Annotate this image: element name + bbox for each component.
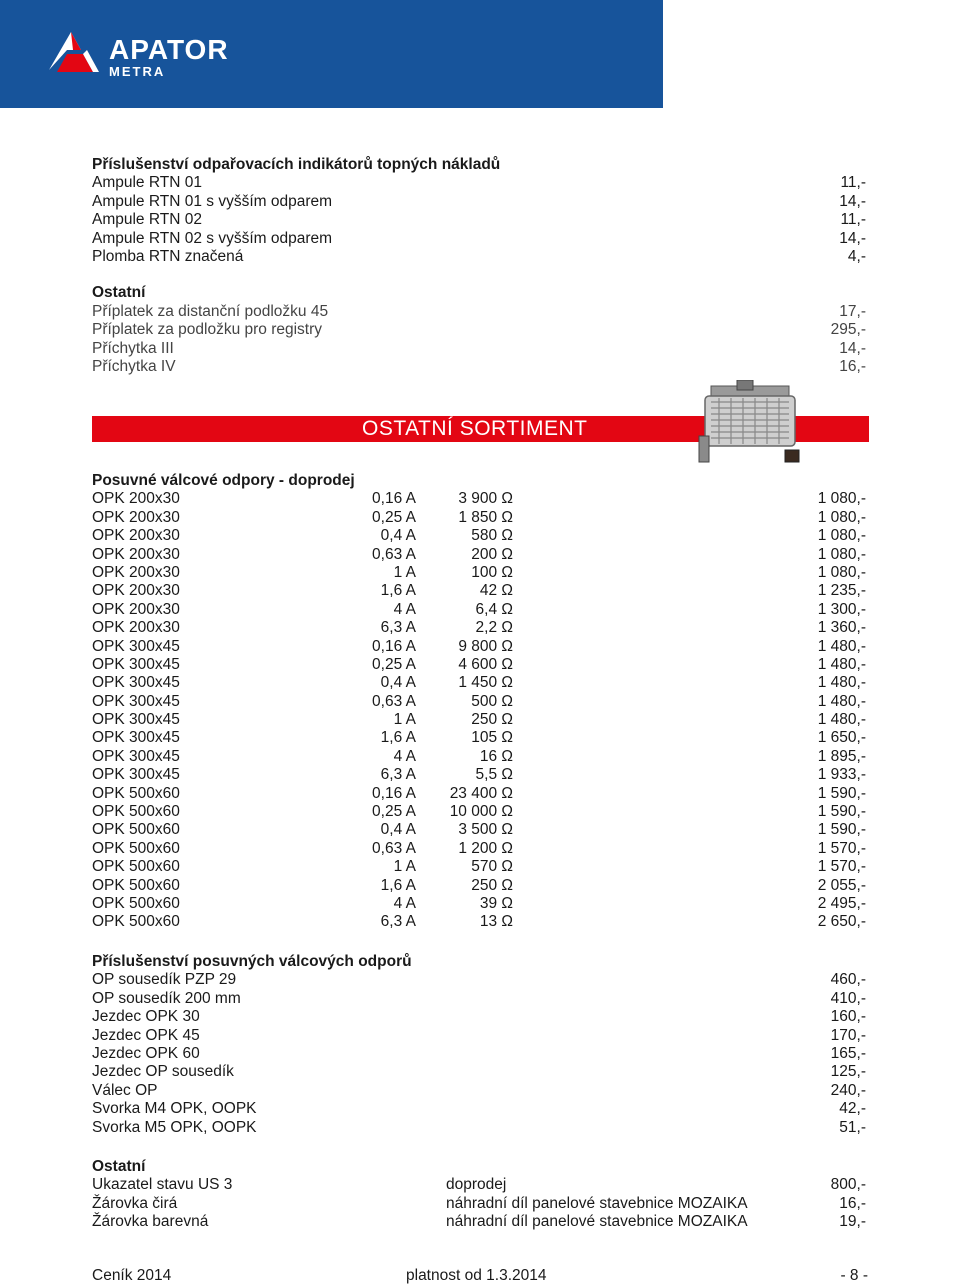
item-desc: doprodej — [446, 1176, 507, 1194]
cell-price: 1 300,- — [817, 600, 866, 618]
cell-resistance: 3 900 Ω — [458, 490, 513, 508]
item-name: Žárovka barevná — [92, 1213, 209, 1231]
item-desc: náhradní díl panelové stavebnice MOZAIKA — [446, 1194, 748, 1212]
item-price: 19,- — [839, 1213, 866, 1231]
section-title: Příslušenství odpařovacích indikátorů topných nákladů — [92, 156, 501, 173]
cell-model: OPK 300x45 — [92, 655, 180, 673]
cell-price: 1 480,- — [817, 655, 866, 673]
cell-price: 1 080,- — [817, 490, 866, 508]
cell-current: 4 A — [393, 600, 416, 618]
item-desc: náhradní díl panelové stavebnice MOZAIKA — [446, 1213, 748, 1231]
page-number: - 8 - — [840, 1267, 868, 1284]
item-name: Svorka M5 OPK, OOPK — [92, 1118, 257, 1136]
list-item — [92, 971, 866, 989]
item-name: Ampule RTN 02 — [92, 211, 202, 229]
table-row — [92, 619, 866, 637]
item-price: 170,- — [830, 1026, 866, 1044]
table-row — [92, 895, 866, 913]
cell-resistance: 10 000 Ω — [449, 803, 513, 821]
cell-resistance: 1 200 Ω — [458, 839, 513, 857]
section-title: Posuvné válcové odpory - doprodej — [92, 472, 355, 489]
cell-price: 2 055,- — [817, 876, 866, 894]
section-resistors — [92, 472, 866, 932]
item-price: 11,- — [840, 211, 866, 229]
item-name: Příchytka III — [92, 339, 174, 357]
cell-price: 1 650,- — [817, 729, 866, 747]
cell-current: 0,16 A — [372, 784, 416, 802]
item-price: 160,- — [830, 1008, 866, 1026]
footer-catalog: Ceník 2014 — [92, 1267, 172, 1284]
cell-resistance: 39 Ω — [479, 894, 513, 912]
cell-current: 1 A — [393, 858, 416, 876]
cell-current: 1 A — [393, 563, 416, 581]
table-row — [92, 509, 866, 527]
item-name: Jezdec OPK 30 — [92, 1008, 200, 1026]
cell-price: 1 360,- — [817, 619, 866, 637]
list-item — [92, 1119, 866, 1137]
cell-model: OPK 500x60 — [92, 821, 180, 839]
cell-resistance: 6,4 Ω — [475, 600, 513, 618]
item-price: 14,- — [839, 339, 866, 357]
cell-price: 2 495,- — [817, 894, 866, 912]
item-name: OP sousedík 200 mm — [92, 989, 241, 1007]
cell-resistance: 100 Ω — [471, 563, 513, 581]
list-item — [92, 303, 866, 321]
cell-model: OPK 200x30 — [92, 563, 180, 581]
table-row — [92, 490, 866, 508]
main-content — [92, 156, 866, 394]
cell-current: 0,63 A — [372, 839, 416, 857]
list-item — [92, 1063, 866, 1081]
table-row — [92, 711, 866, 729]
cell-current: 1,6 A — [380, 582, 416, 600]
cell-model: OPK 300x45 — [92, 711, 180, 729]
item-price: 42,- — [839, 1100, 866, 1118]
cell-current: 1,6 A — [380, 729, 416, 747]
list-item — [92, 1045, 866, 1063]
section-other-2 — [92, 1158, 866, 1232]
list-item — [92, 230, 866, 248]
table-row — [92, 674, 866, 692]
item-name: Ukazatel stavu US 3 — [92, 1176, 233, 1194]
item-price: 51,- — [839, 1118, 866, 1136]
logo-mark-icon — [43, 28, 101, 76]
cell-model: OPK 500x60 — [92, 839, 180, 857]
cell-price: 1 080,- — [817, 527, 866, 545]
table-row — [92, 803, 866, 821]
cell-model: OPK 500x60 — [92, 876, 180, 894]
section-title: Ostatní — [92, 1158, 146, 1175]
item-price: 16,- — [839, 357, 866, 375]
cell-price: 1 080,- — [817, 545, 866, 563]
cell-current: 0,25 A — [372, 803, 416, 821]
cell-price: 1 080,- — [817, 563, 866, 581]
cell-resistance: 2,2 Ω — [475, 619, 513, 637]
cell-resistance: 23 400 Ω — [449, 784, 513, 802]
cell-price: 1 480,- — [817, 711, 866, 729]
cell-current: 0,25 A — [372, 508, 416, 526]
item-name: Válec OP — [92, 1081, 158, 1099]
banner-title: OSTATNÍ SORTIMENT — [362, 417, 588, 440]
list-item — [92, 1213, 866, 1231]
footer-validity: platnost od 1.3.2014 — [406, 1267, 547, 1284]
table-row — [92, 840, 866, 858]
list-item — [92, 1008, 866, 1026]
resistor-table — [92, 490, 866, 931]
section-other-1 — [92, 284, 866, 376]
brand-sub: METRA — [109, 64, 166, 79]
table-row — [92, 527, 866, 545]
item-price: 125,- — [830, 1063, 866, 1081]
cell-price: 1 480,- — [817, 637, 866, 655]
cell-model: OPK 300x45 — [92, 637, 180, 655]
cell-resistance: 250 Ω — [471, 711, 513, 729]
cell-resistance: 42 Ω — [479, 582, 513, 600]
cell-model: OPK 300x45 — [92, 729, 180, 747]
cell-price: 1 480,- — [817, 674, 866, 692]
item-name: Jezdec OPK 60 — [92, 1044, 200, 1062]
cell-model: OPK 200x30 — [92, 508, 180, 526]
cell-current: 6,3 A — [380, 913, 416, 931]
cell-model: OPK 500x60 — [92, 784, 180, 802]
item-price: 165,- — [830, 1044, 866, 1062]
item-price: 240,- — [830, 1081, 866, 1099]
apator-logo — [43, 28, 229, 81]
cell-price: 1 235,- — [817, 582, 866, 600]
cell-resistance: 4 600 Ω — [458, 655, 513, 673]
list-item — [92, 193, 866, 211]
cell-model: OPK 300x45 — [92, 674, 180, 692]
cell-model: OPK 500x60 — [92, 803, 180, 821]
cell-model: OPK 200x30 — [92, 490, 180, 508]
page-footer — [92, 1267, 868, 1285]
section-rtn-accessories — [92, 156, 866, 266]
item-price: 295,- — [830, 321, 866, 339]
list-item — [92, 321, 866, 339]
cell-current: 0,63 A — [372, 692, 416, 710]
item-price: 4,- — [847, 247, 866, 265]
cell-resistance: 1 850 Ω — [458, 508, 513, 526]
item-name: Plomba RTN značená — [92, 247, 244, 265]
section-title: Příslušenství posuvných válcových odporů — [92, 953, 412, 970]
cell-current: 0,4 A — [380, 527, 416, 545]
item-price: 16,- — [839, 1194, 866, 1212]
cell-current: 0,4 A — [380, 821, 416, 839]
item-price: 410,- — [830, 989, 866, 1007]
cell-price: 1 590,- — [817, 784, 866, 802]
section-resistor-accessories — [92, 953, 866, 1137]
cell-price: 1 590,- — [817, 821, 866, 839]
table-row — [92, 582, 866, 600]
table-row — [92, 877, 866, 895]
cell-price: 1 895,- — [817, 747, 866, 765]
table-row — [92, 821, 866, 839]
table-row — [92, 913, 866, 931]
item-name: Ampule RTN 01 — [92, 174, 202, 192]
cell-model: OPK 300x45 — [92, 766, 180, 784]
table-row — [92, 729, 866, 747]
table-row — [92, 785, 866, 803]
item-name: Svorka M4 OPK, OOPK — [92, 1100, 257, 1118]
resistor-product-image — [697, 380, 801, 466]
cell-resistance: 580 Ω — [471, 527, 513, 545]
cell-price: 1 590,- — [817, 803, 866, 821]
item-name: Příchytka IV — [92, 357, 176, 375]
cell-resistance: 570 Ω — [471, 858, 513, 876]
cell-price: 2 650,- — [817, 913, 866, 931]
cell-current: 6,3 A — [380, 766, 416, 784]
cell-resistance: 250 Ω — [471, 876, 513, 894]
cell-current: 4 A — [393, 894, 416, 912]
item-price: 11,- — [840, 174, 866, 192]
table-row — [92, 748, 866, 766]
cell-resistance: 9 800 Ω — [458, 637, 513, 655]
table-row — [92, 656, 866, 674]
cell-model: OPK 200x30 — [92, 600, 180, 618]
list-item — [92, 1100, 866, 1118]
item-name: Jezdec OP sousedík — [92, 1063, 234, 1081]
cell-current: 0,63 A — [372, 545, 416, 563]
cell-current: 0,25 A — [372, 655, 416, 673]
item-price: 460,- — [830, 971, 866, 989]
cell-price: 1 570,- — [817, 839, 866, 857]
table-row — [92, 693, 866, 711]
list-item — [92, 1027, 866, 1045]
cell-model: OPK 200x30 — [92, 619, 180, 637]
table-row — [92, 601, 866, 619]
cell-model: OPK 500x60 — [92, 913, 180, 931]
cell-model: OPK 500x60 — [92, 894, 180, 912]
item-name: Příplatek za podložku pro registry — [92, 321, 323, 339]
item-name: Jezdec OPK 45 — [92, 1026, 200, 1044]
item-price: 14,- — [839, 229, 866, 247]
list-item — [92, 248, 866, 266]
cell-resistance: 3 500 Ω — [458, 821, 513, 839]
item-name: Žárovka čirá — [92, 1194, 178, 1212]
accessory-list — [92, 971, 866, 1137]
table-row — [92, 564, 866, 582]
table-row — [92, 546, 866, 564]
cell-price: 1 570,- — [817, 858, 866, 876]
cell-model: OPK 200x30 — [92, 582, 180, 600]
cell-resistance: 5,5 Ω — [475, 766, 513, 784]
list-item — [92, 1082, 866, 1100]
cell-resistance: 500 Ω — [471, 692, 513, 710]
table-row — [92, 858, 866, 876]
cell-resistance: 16 Ω — [479, 747, 513, 765]
cell-resistance: 13 Ω — [479, 913, 513, 931]
table-row — [92, 638, 866, 656]
cell-current: 0,16 A — [372, 637, 416, 655]
cell-resistance: 200 Ω — [471, 545, 513, 563]
list-item — [92, 358, 866, 376]
cell-model: OPK 200x30 — [92, 545, 180, 563]
list-item — [92, 174, 866, 192]
list-item — [92, 1195, 866, 1213]
cell-current: 6,3 A — [380, 619, 416, 637]
cell-resistance: 105 Ω — [471, 729, 513, 747]
cell-price: 1 080,- — [817, 508, 866, 526]
list-item — [92, 211, 866, 229]
table-row — [92, 766, 866, 784]
cell-model: OPK 200x30 — [92, 527, 180, 545]
section-title: Ostatní — [92, 284, 146, 302]
item-name: OP sousedík PZP 29 — [92, 971, 237, 989]
cell-current: 1,6 A — [380, 876, 416, 894]
list-item — [92, 340, 866, 358]
cell-model: OPK 300x45 — [92, 692, 180, 710]
cell-price: 1 480,- — [817, 692, 866, 710]
list-item — [92, 990, 866, 1008]
item-name: Ampule RTN 01 s vyšším odparem — [92, 192, 333, 210]
cell-current: 1 A — [393, 711, 416, 729]
cell-current: 0,4 A — [380, 674, 416, 692]
list-item — [92, 1176, 866, 1194]
item-price: 17,- — [839, 302, 866, 320]
item-price: 14,- — [839, 192, 866, 210]
item-price: 800,- — [830, 1176, 866, 1194]
item-name: Ampule RTN 02 s vyšším odparem — [92, 229, 333, 247]
item-name: Příplatek za distanční podložku 45 — [92, 302, 329, 320]
cell-resistance: 1 450 Ω — [458, 674, 513, 692]
cell-model: OPK 500x60 — [92, 858, 180, 876]
brand-name: APATOR — [109, 34, 229, 65]
cell-current: 4 A — [393, 747, 416, 765]
cell-model: OPK 300x45 — [92, 747, 180, 765]
cell-price: 1 933,- — [817, 766, 866, 784]
cell-current: 0,16 A — [372, 490, 416, 508]
